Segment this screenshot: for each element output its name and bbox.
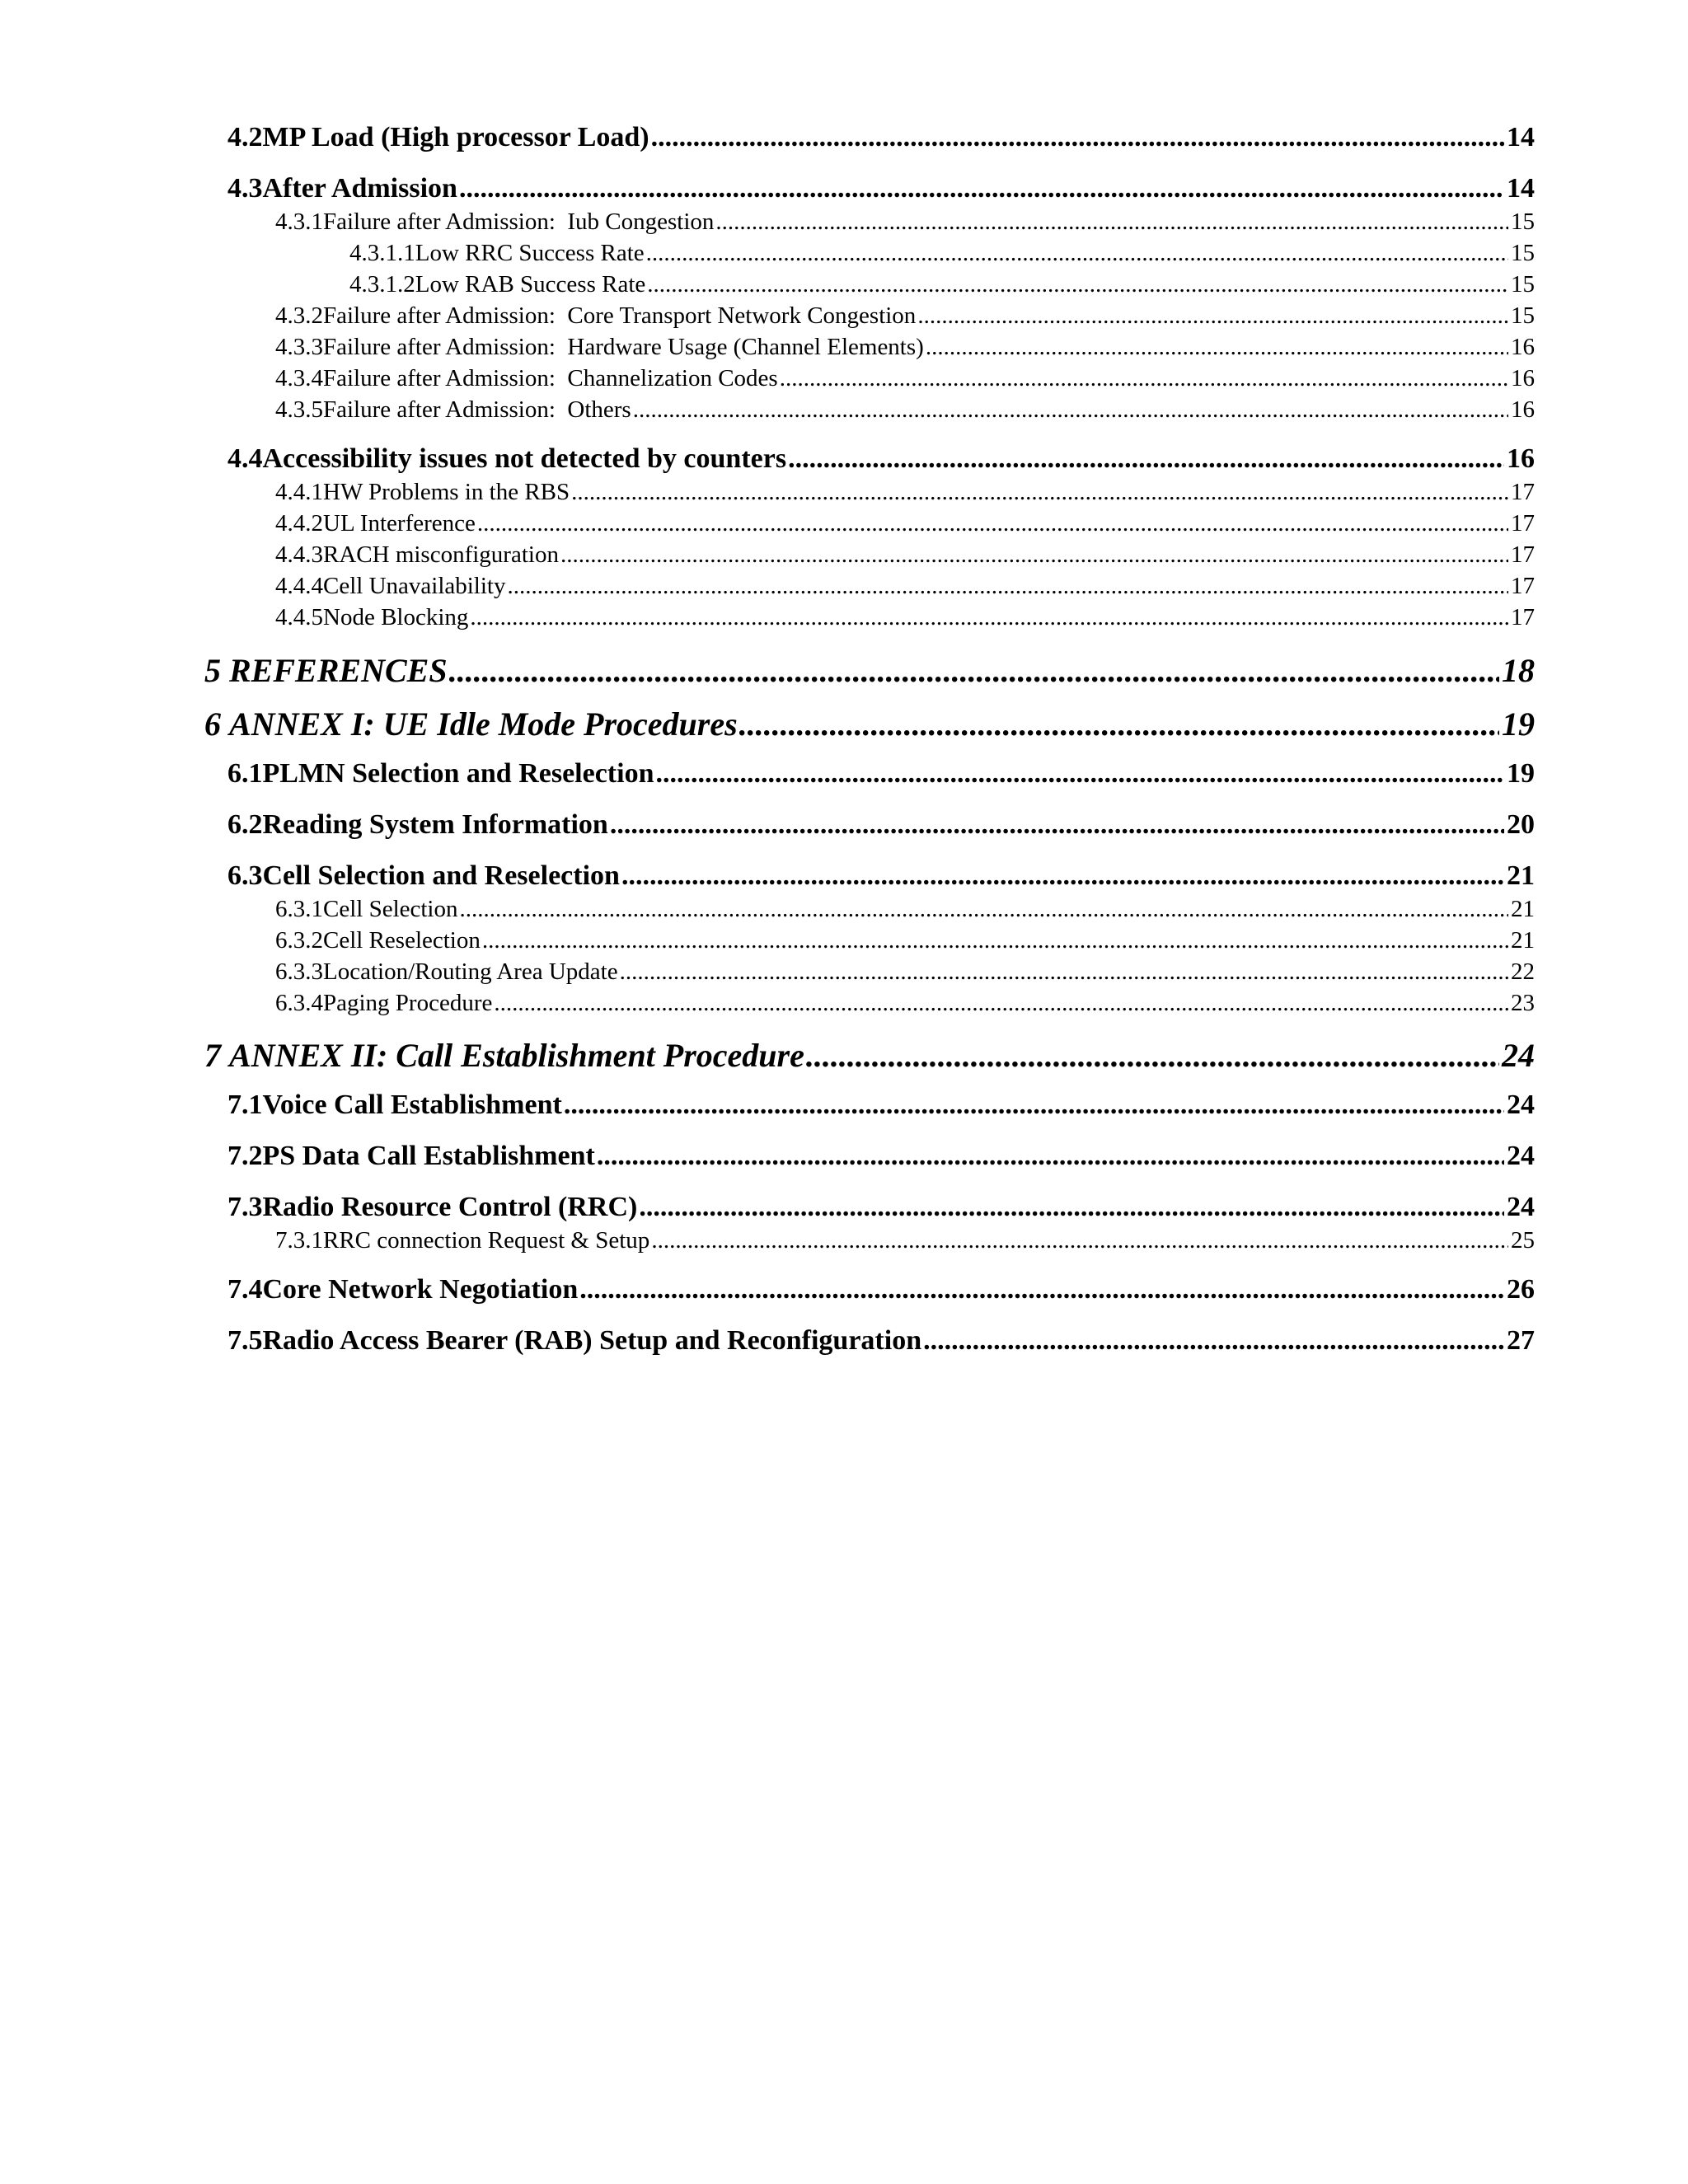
toc-entry-title: ANNEX I: UE Idle Mode Procedures xyxy=(229,705,738,743)
toc-entry-page: 23 xyxy=(1511,990,1535,1016)
toc-entry-title: Failure after Admission: Core Transport Network Congestion xyxy=(323,302,917,329)
toc-entry[interactable] xyxy=(0,173,1688,204)
toc-entry[interactable] xyxy=(0,271,1688,298)
toc-entry-number: 4.4.4 xyxy=(275,573,323,599)
toc-entry-page: 16 xyxy=(1511,396,1535,423)
toc-entry-page: 22 xyxy=(1511,958,1535,985)
toc-entry-number: 4.3.1.1 xyxy=(349,240,415,266)
toc-entry-number: 7.2 xyxy=(227,1141,263,1171)
toc-entry[interactable] xyxy=(0,302,1688,330)
toc-entry-number: 4.4.1 xyxy=(275,479,323,505)
toc-entry-page: 21 xyxy=(1511,896,1535,922)
dot-leader xyxy=(571,479,1508,506)
toc-entry[interactable] xyxy=(0,240,1688,267)
toc-entry-title: Node Blocking xyxy=(323,604,469,630)
toc-entry-title: MP Load (High processor Load) xyxy=(262,122,649,152)
toc-entry-page: 24 xyxy=(1502,1037,1535,1074)
toc-entry-number: 7 xyxy=(204,1037,221,1074)
dot-leader xyxy=(470,604,1508,631)
toc-entry[interactable] xyxy=(0,758,1688,790)
dot-leader xyxy=(639,1192,1504,1223)
toc-entry[interactable] xyxy=(0,365,1688,392)
toc-entry-page: 19 xyxy=(1502,705,1535,743)
dot-leader xyxy=(610,809,1504,841)
toc-entry-title: Reading System Information xyxy=(262,809,608,840)
toc-entry-title: Voice Call Establishment xyxy=(262,1090,562,1120)
toc-entry-page: 16 xyxy=(1507,443,1535,474)
toc-entry[interactable] xyxy=(0,809,1688,841)
toc-entry[interactable] xyxy=(0,1192,1688,1223)
toc-entry-title: Failure after Admission: Iub Congestion xyxy=(323,209,715,235)
dot-leader xyxy=(780,365,1508,392)
toc-entry-number: 4.4.3 xyxy=(275,541,323,568)
toc-entry-title: Core Network Negotiation xyxy=(262,1274,579,1305)
toc-entry-page: 15 xyxy=(1511,209,1535,235)
toc-entry[interactable] xyxy=(0,209,1688,236)
toc-entry-page: 24 xyxy=(1507,1090,1535,1120)
toc-entry-title: Cell Unavailability xyxy=(323,573,506,599)
toc-entry[interactable] xyxy=(0,510,1688,537)
toc-entry-title: Low RRC Success Rate xyxy=(415,240,645,266)
toc-entry-title: Cell Selection xyxy=(323,896,458,922)
toc-entry-number: 5 xyxy=(204,652,221,689)
dot-leader xyxy=(647,271,1508,298)
toc-entry[interactable] xyxy=(0,396,1688,424)
toc-entry-title: Failure after Admission: Others xyxy=(323,396,631,423)
toc-entry[interactable] xyxy=(0,1227,1688,1254)
dot-leader xyxy=(715,209,1508,236)
toc-entry-title: REFERENCES xyxy=(229,652,448,689)
toc-entry-page: 17 xyxy=(1511,541,1535,568)
toc-entry-page: 27 xyxy=(1507,1325,1535,1356)
toc-entry[interactable] xyxy=(0,604,1688,631)
dot-leader xyxy=(621,860,1504,892)
toc-entry-page: 19 xyxy=(1507,758,1535,789)
toc-entry-page: 17 xyxy=(1511,479,1535,505)
toc-entry-number: 4.3.4 xyxy=(275,365,323,391)
toc-entry-page: 15 xyxy=(1511,271,1535,298)
dot-leader xyxy=(459,173,1504,204)
toc-entry[interactable] xyxy=(0,479,1688,506)
toc-entry-number: 4.2 xyxy=(227,122,263,152)
dot-leader xyxy=(560,541,1508,569)
dot-leader xyxy=(564,1090,1504,1121)
toc-entry[interactable] xyxy=(0,860,1688,892)
toc-entry[interactable] xyxy=(0,990,1688,1017)
toc-entry-number: 7.3 xyxy=(227,1192,263,1222)
toc-entry[interactable] xyxy=(0,1036,1688,1075)
dot-leader xyxy=(651,1227,1508,1254)
dot-leader xyxy=(806,1036,1499,1075)
toc-entry-page: 18 xyxy=(1502,652,1535,689)
dot-leader xyxy=(597,1141,1504,1172)
toc-entry-number: 4.4 xyxy=(227,443,263,474)
toc-entry[interactable] xyxy=(0,927,1688,954)
toc-entry-number: 4.4.5 xyxy=(275,604,323,630)
toc-entry-page: 14 xyxy=(1507,173,1535,204)
dot-leader xyxy=(739,705,1499,743)
toc-entry[interactable] xyxy=(0,1141,1688,1172)
dot-leader xyxy=(788,443,1504,475)
dot-leader xyxy=(507,573,1508,600)
toc-entry-number: 4.3.1 xyxy=(275,209,323,235)
toc-entry[interactable] xyxy=(0,1090,1688,1121)
toc-entry-title: Radio Access Bearer (RAB) Setup and Reconfiguration xyxy=(262,1325,922,1356)
toc-entry[interactable] xyxy=(0,122,1688,153)
toc-entry-title: Accessibility issues not detected by counters xyxy=(262,443,787,474)
toc-entry-title: PLMN Selection and Reselection xyxy=(262,758,654,789)
toc-entry-number: 4.3 xyxy=(227,173,263,204)
toc-entry-number: 4.3.2 xyxy=(275,302,323,329)
toc-entry-title: Failure after Admission: Hardware Usage (Channel Elements) xyxy=(323,334,924,360)
toc-entry-page: 17 xyxy=(1511,573,1535,599)
toc-entry-page: 24 xyxy=(1507,1192,1535,1222)
toc-entry-number: 4.3.5 xyxy=(275,396,323,423)
toc-entry-title: After Admission xyxy=(262,173,457,204)
toc-entry-page: 25 xyxy=(1511,1227,1535,1254)
toc-entry-number: 6.3.2 xyxy=(275,927,323,954)
toc-entry-number: 6.3 xyxy=(227,860,263,891)
toc-entry-title: Failure after Admission: Channelization Codes xyxy=(323,365,778,391)
toc-entry-page: 15 xyxy=(1511,302,1535,329)
toc-entry-page: 21 xyxy=(1507,860,1535,891)
toc-entry-title: Cell Selection and Reselection xyxy=(262,860,620,891)
toc-entry-number: 6.3.4 xyxy=(275,990,323,1016)
toc-entry[interactable] xyxy=(0,1325,1688,1357)
dot-leader xyxy=(656,758,1505,790)
toc-entry-page: 17 xyxy=(1511,604,1535,630)
toc-entry-title: HW Problems in the RBS xyxy=(323,479,570,505)
toc-entry-title: Low RAB Success Rate xyxy=(415,271,646,298)
toc-entry-title: RRC connection Request & Setup xyxy=(323,1227,650,1254)
dot-leader xyxy=(917,302,1508,330)
toc-entry[interactable] xyxy=(0,541,1688,569)
toc-entry-title: PS Data Call Establishment xyxy=(262,1141,595,1171)
toc-entry[interactable] xyxy=(0,896,1688,923)
toc-entry-page: 16 xyxy=(1511,365,1535,391)
toc-entry-page: 20 xyxy=(1507,809,1535,840)
dot-leader xyxy=(923,1325,1504,1357)
toc-entry-page: 26 xyxy=(1507,1274,1535,1305)
toc-entry-number: 4.4.2 xyxy=(275,510,323,537)
toc-entry-page: 21 xyxy=(1511,927,1535,954)
dot-leader xyxy=(651,122,1504,153)
toc-entry-title: Radio Resource Control (RRC) xyxy=(262,1192,638,1222)
dot-leader xyxy=(620,958,1508,986)
dot-leader xyxy=(579,1274,1504,1305)
toc-entry-page: 16 xyxy=(1511,334,1535,360)
dot-leader xyxy=(449,651,1499,690)
toc-entry-page: 15 xyxy=(1511,240,1535,266)
toc-entry-number: 6 xyxy=(204,705,221,743)
toc-entry-number: 4.3.1.2 xyxy=(349,271,415,298)
toc-entry[interactable] xyxy=(0,958,1688,986)
toc-entry-title: ANNEX II: Call Establishment Procedure xyxy=(229,1037,804,1074)
toc-entry[interactable] xyxy=(0,443,1688,475)
toc-entry-title: Location/Routing Area Update xyxy=(323,958,618,985)
dot-leader xyxy=(477,510,1508,537)
dot-leader xyxy=(646,240,1508,267)
toc-entry-title: UL Interference xyxy=(323,510,476,537)
dot-leader xyxy=(460,896,1509,923)
toc-entry-page: 24 xyxy=(1507,1141,1535,1171)
dot-leader xyxy=(926,334,1508,361)
toc-entry[interactable] xyxy=(0,1274,1688,1305)
toc-entry-title: RACH misconfiguration xyxy=(323,541,559,568)
toc-entry-number: 7.4 xyxy=(227,1274,263,1305)
dot-leader xyxy=(482,927,1508,954)
toc-entry-page: 17 xyxy=(1511,510,1535,537)
toc-entry[interactable] xyxy=(0,334,1688,361)
toc-entry-number: 6.1 xyxy=(227,758,263,789)
toc-entry-number: 4.3.3 xyxy=(275,334,323,360)
toc-entry[interactable] xyxy=(0,705,1688,743)
toc-entry-number: 6.3.1 xyxy=(275,896,323,922)
toc-entry-number: 6.2 xyxy=(227,809,263,840)
toc-entry-number: 7.1 xyxy=(227,1090,263,1120)
toc-entry-number: 7.3.1 xyxy=(275,1227,323,1254)
toc-entry-title: Paging Procedure xyxy=(323,990,493,1016)
toc-entry-number: 7.5 xyxy=(227,1325,263,1356)
dot-leader xyxy=(633,396,1508,424)
dot-leader xyxy=(494,990,1508,1017)
toc-entry[interactable] xyxy=(0,573,1688,600)
toc-entry-number: 6.3.3 xyxy=(275,958,323,985)
toc-entry[interactable] xyxy=(0,651,1688,690)
toc-entry-page: 14 xyxy=(1507,122,1535,152)
toc-entry-title: Cell Reselection xyxy=(323,927,481,954)
